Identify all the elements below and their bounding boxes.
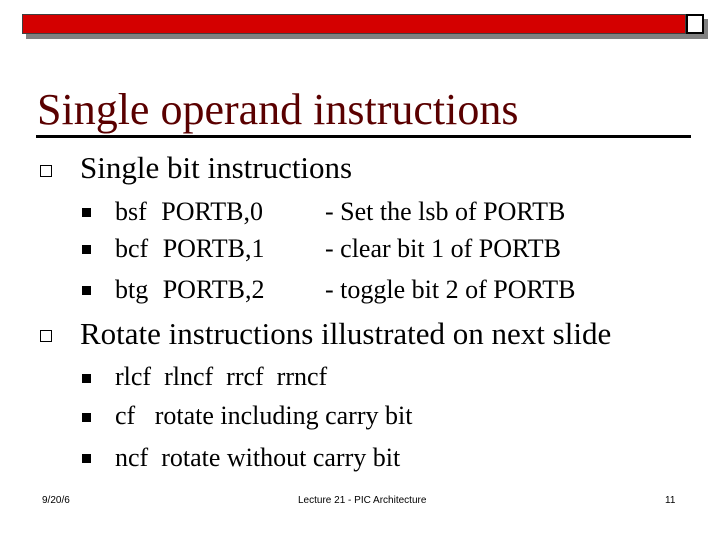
desc-btg: - toggle bit 2 of PORTB <box>325 275 576 304</box>
desc-bcf: - clear bit 1 of PORTB <box>325 234 562 263</box>
title-underline <box>36 135 691 138</box>
square-bullet-icon <box>82 374 91 383</box>
bullet-text: Single bit instructions <box>80 150 353 185</box>
rotate-ncf: ncf rotate without carry bit <box>115 443 401 472</box>
square-bullet-icon <box>82 286 91 295</box>
hollow-square-bullet-icon <box>40 330 52 342</box>
square-bullet-icon <box>82 245 91 254</box>
slide-title: Single operand instructions <box>37 85 519 134</box>
square-bullet-icon <box>82 413 91 422</box>
top-red-bar <box>22 14 686 34</box>
square-bullet-icon <box>82 208 91 217</box>
square-bullet-icon <box>82 454 91 463</box>
footer-title: Lecture 21 - PIC Architecture <box>298 495 427 506</box>
instr-bsf: bsf PORTB,0 <box>115 197 264 226</box>
footer-page-number: 11 <box>665 495 676 506</box>
top-square <box>686 14 704 34</box>
desc-bsf: - Set the lsb of PORTB <box>325 197 566 226</box>
rotate-list: rlcf rlncf rrcf rrncf <box>115 362 328 391</box>
footer-date: 9/20/6 <box>42 495 70 506</box>
instr-btg: btg PORTB,2 <box>115 275 265 304</box>
instr-bcf: bcf PORTB,1 <box>115 234 265 263</box>
hollow-square-bullet-icon <box>40 165 52 177</box>
bullet-text: Rotate instructions illustrated on next slide <box>80 316 612 351</box>
rotate-cf: cf rotate including carry bit <box>115 401 413 430</box>
